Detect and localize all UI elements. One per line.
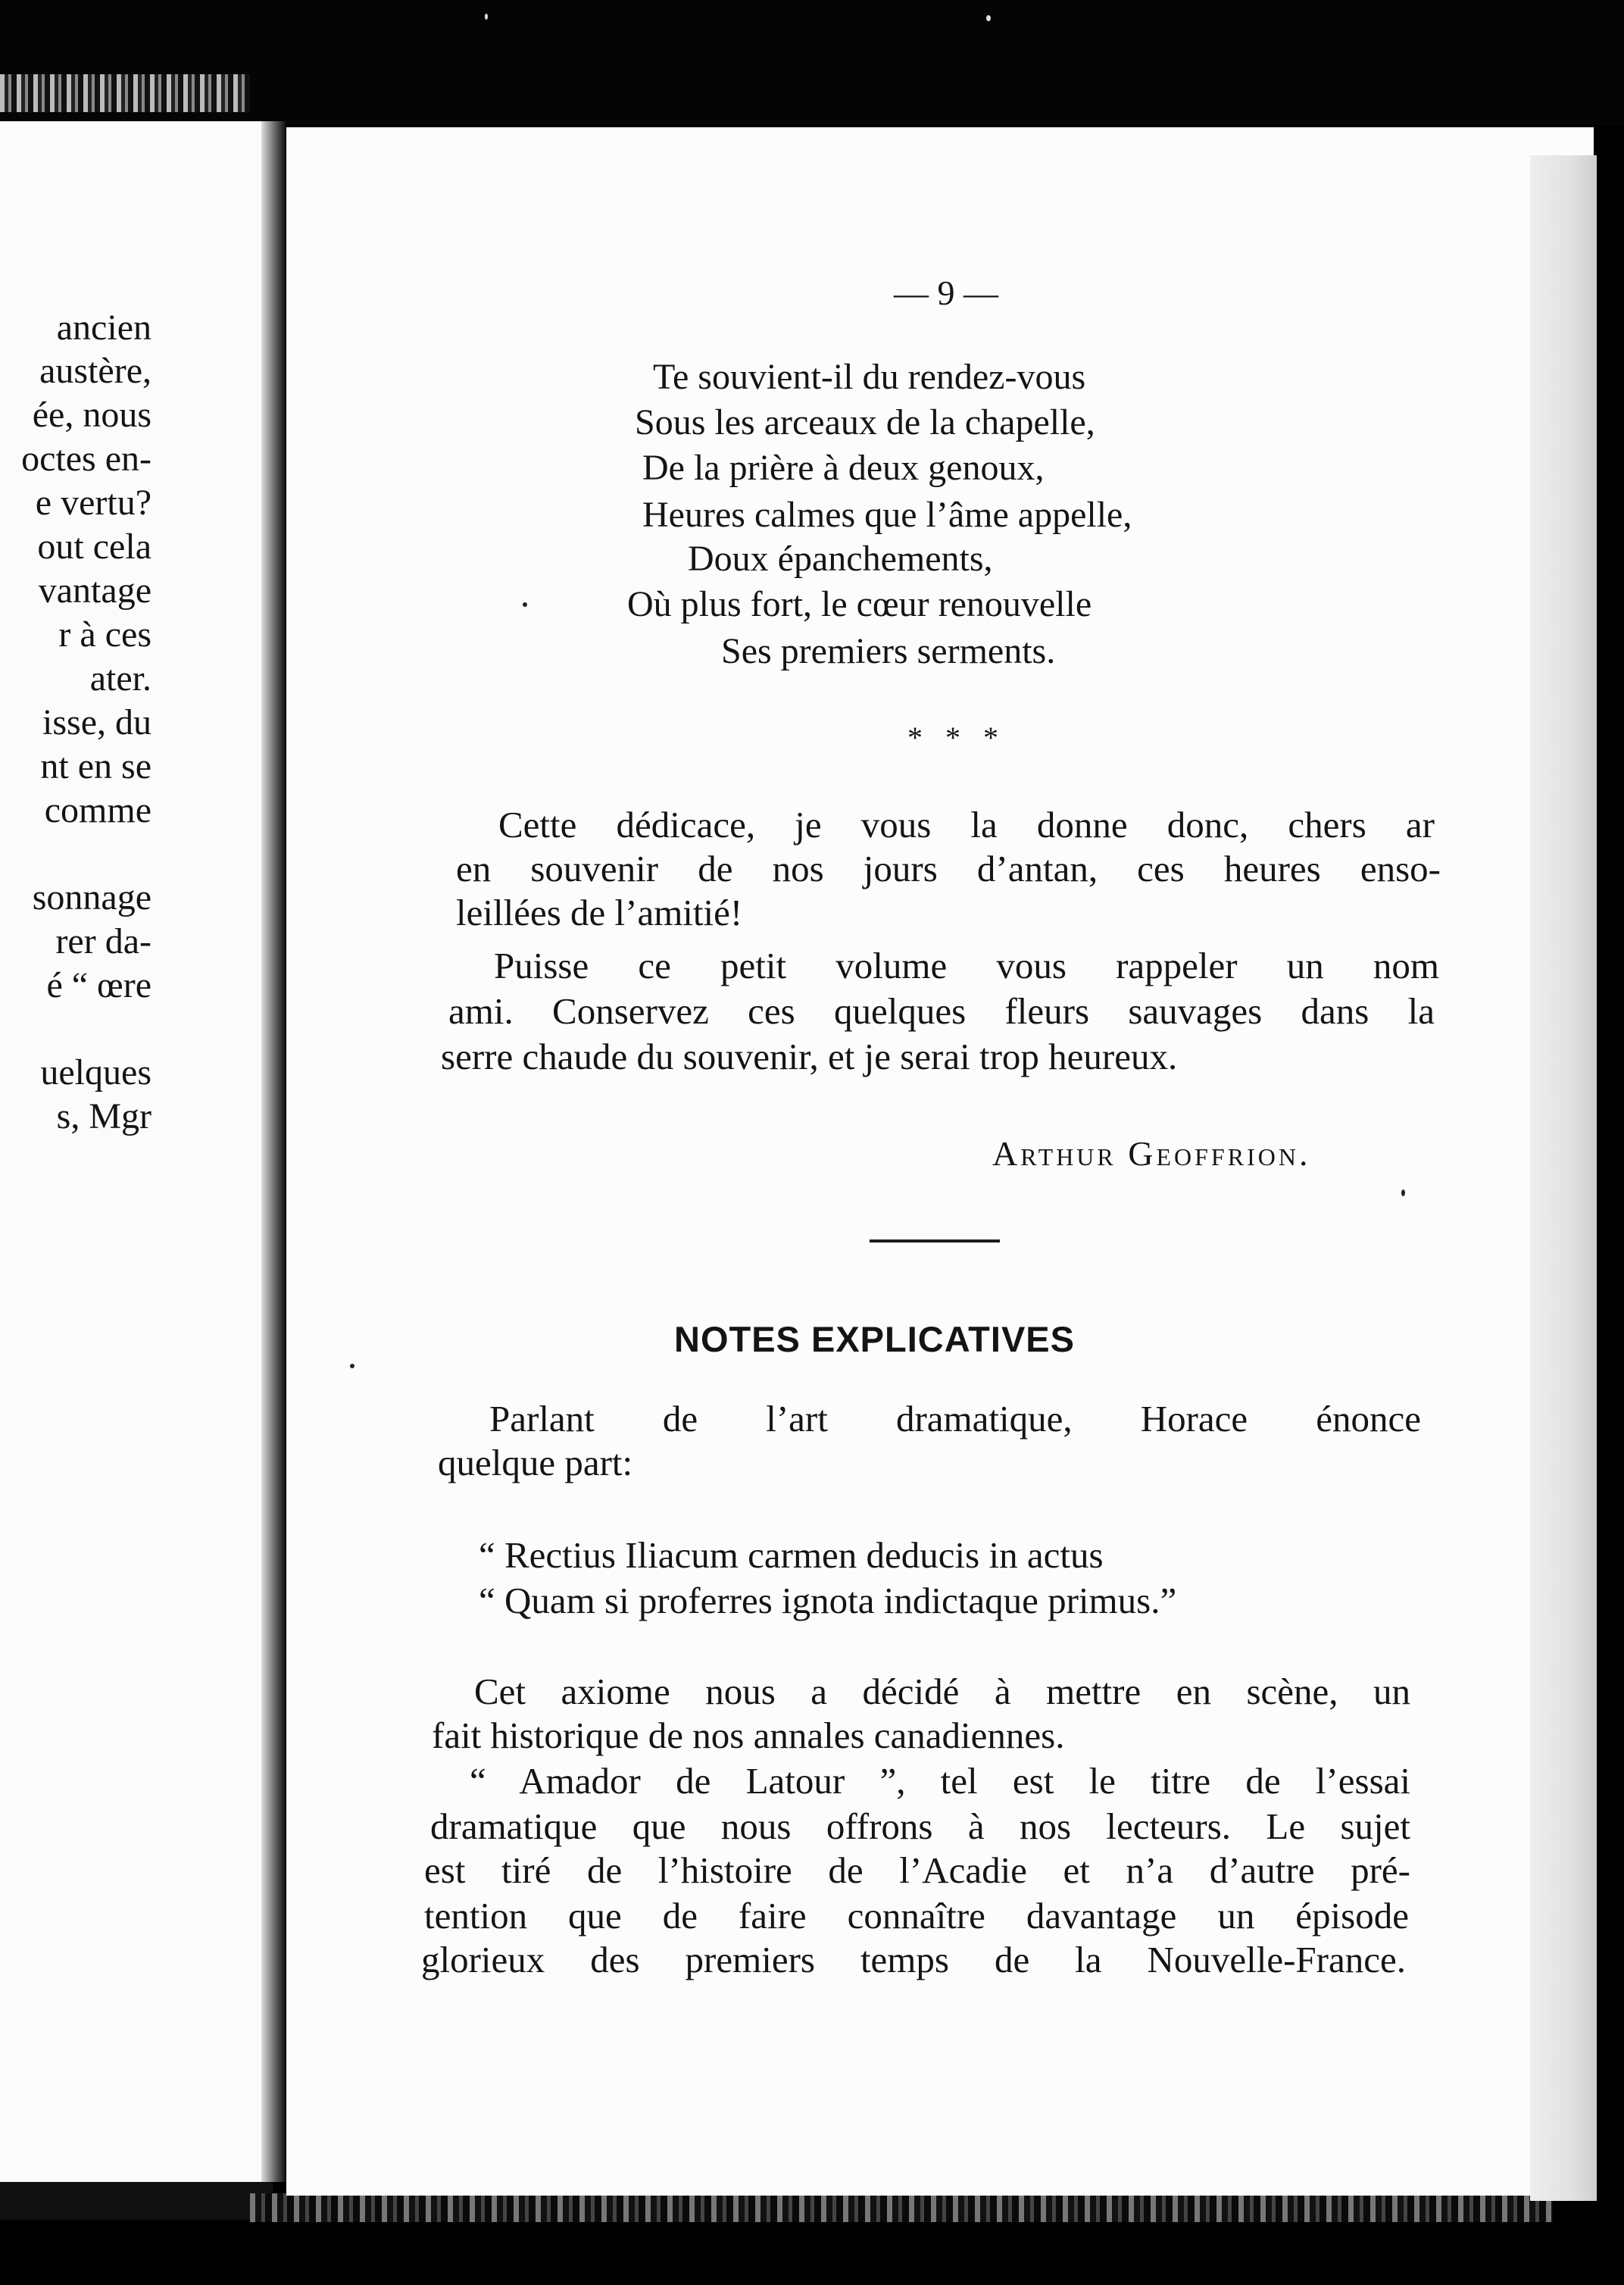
left-fragment: s, Mgr <box>56 1096 151 1136</box>
notes-line: glorieux des premiers temps de la Nouvelle-France. <box>421 1939 1406 1980</box>
left-fragment: out cela <box>37 527 151 567</box>
notes-line: tention que de faire connaître davantage un épisode <box>424 1895 1409 1936</box>
scan-speck <box>986 15 991 21</box>
left-fragment: sonnage <box>32 877 151 917</box>
notes-line: est tiré de l’histoire de l’Acadie et n’a d’autre pré- <box>424 1849 1410 1891</box>
left-fragment: é “ œre <box>46 965 151 1005</box>
scan-speck <box>1401 1189 1405 1196</box>
notes-line: Parlant de l’art dramatique, Horace énonce <box>489 1398 1421 1439</box>
notes-line: dramatique que nous offrons à nos lecteurs. Le sujet <box>430 1805 1410 1847</box>
scan-edge-noise <box>0 74 250 112</box>
left-page <box>0 121 273 2182</box>
notes-line: Cet axiome nous a décidé à mettre en scène, un <box>474 1671 1410 1712</box>
poem-line: De la prière à deux genoux, <box>642 448 1045 488</box>
left-fragment: uelques <box>40 1052 151 1092</box>
dedication-line: leillées de l’amitié! <box>456 892 743 933</box>
notes-line: fait historique de nos annales canadiennes. <box>432 1715 1065 1756</box>
asterism: * * * <box>907 721 1006 755</box>
left-fragment: r à ces <box>58 614 151 655</box>
left-fragment: comme <box>44 790 151 830</box>
notes-heading: NOTES EXPLICATIVES <box>674 1319 1075 1359</box>
left-fragment: ée, nous <box>32 395 151 435</box>
page-edge <box>1530 155 1597 2201</box>
dedication-line: Cette dédicace, je vous la donne donc, chers ar <box>498 804 1435 846</box>
poem-line: Sous les arceaux de la chapelle, <box>635 402 1095 442</box>
scan-speck <box>485 14 488 20</box>
left-fragment: octes en- <box>21 439 151 479</box>
page-number: — 9 — <box>894 274 998 312</box>
left-fragment: ancien <box>56 308 151 348</box>
section-divider <box>870 1239 1000 1243</box>
poem-line: Où plus fort, le cœur renouvelle <box>627 584 1092 624</box>
left-fragment: nt en se <box>40 746 151 786</box>
signature: Arthur Geoffrion. <box>992 1134 1311 1173</box>
left-fragment: rer da- <box>55 921 151 961</box>
notes-line: “ Amador de Latour ”, tel est le titre de l’essai <box>470 1760 1410 1802</box>
quote-line: “ Rectius Iliacum carmen deducis in actus <box>479 1534 1104 1576</box>
book-gutter <box>261 121 286 2182</box>
scan-speck <box>523 602 527 607</box>
poem-line: Ses premiers serments. <box>721 631 1056 671</box>
dedication-line: ami. Conservez ces quelques fleurs sauvages dans la <box>448 990 1435 1032</box>
left-fragment: austère, <box>39 351 151 391</box>
dedication-line: serre chaude du souvenir, et je serai trop heureux. <box>441 1036 1178 1077</box>
quote-line: “ Quam si proferres ignota indictaque primus.” <box>479 1580 1177 1621</box>
left-fragment: vantage <box>38 570 151 611</box>
dedication-line: en souvenir de nos jours d’antan, ces heures enso- <box>456 848 1441 889</box>
scan-speck <box>350 1364 354 1368</box>
poem-line: Heures calmes que l’âme appelle, <box>642 495 1132 535</box>
left-fragment: e vertu? <box>35 483 151 523</box>
poem-line: Te souvient-il du rendez-vous <box>653 357 1086 397</box>
notes-line: quelque part: <box>438 1442 633 1483</box>
dedication-line: Puisse ce petit volume vous rappeler un nom <box>494 945 1439 986</box>
left-fragment: ater. <box>89 658 151 699</box>
scan-bottom-noise <box>250 2193 1553 2222</box>
poem-line: Doux épanchements, <box>688 539 993 579</box>
left-fragment: isse, du <box>42 702 151 742</box>
